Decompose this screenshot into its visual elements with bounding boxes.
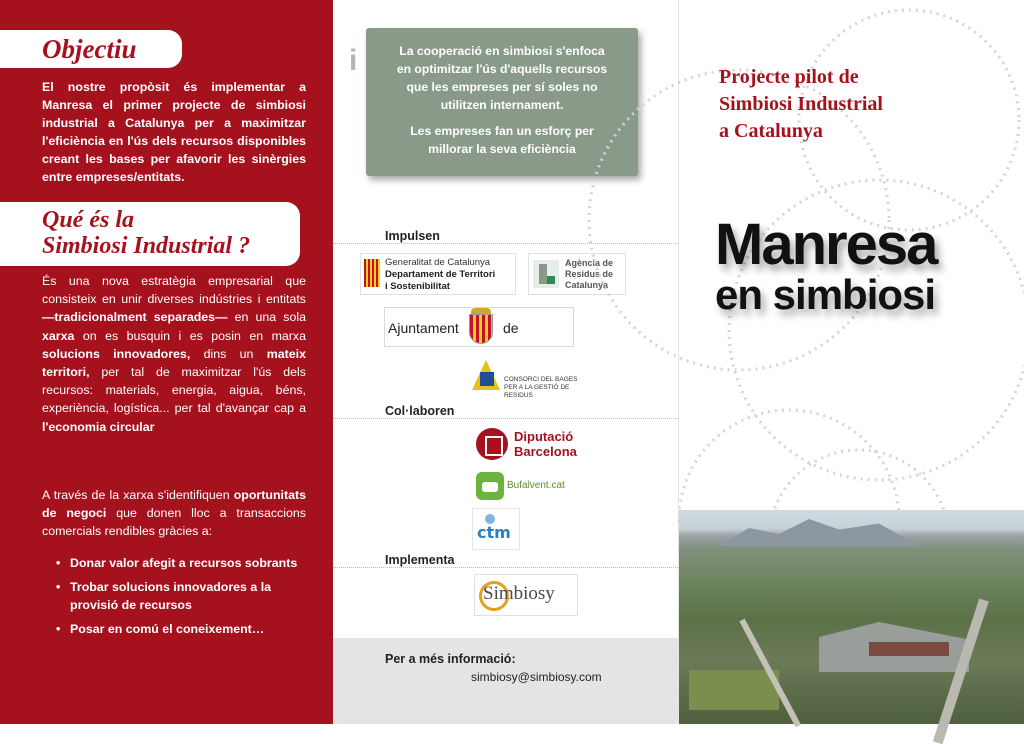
quote-box	[366, 28, 638, 176]
que-text-part2: en una sola	[227, 310, 306, 325]
ctm-logo	[472, 508, 520, 550]
project-line2: Simbiosi Industrial	[719, 93, 883, 115]
ajuntament-logo	[384, 307, 574, 347]
list-item: • Trobar solucions innovadores a la provisió de recursos	[56, 578, 316, 614]
agencia-line1: Agència de	[565, 258, 614, 268]
info-email-link[interactable]: simbiosy@simbiosy.com	[471, 670, 602, 684]
left-panel	[0, 0, 333, 724]
collaboren-label: Col·laboren	[385, 404, 455, 418]
xarxa-part2: que donen lloc a transaccions comercials rendibles gràcies a:	[42, 506, 306, 538]
ajuntament-right: de	[503, 320, 519, 336]
consorci-line1: CONSORCI DEL BAGES	[504, 376, 578, 383]
project-line1: Projecte pilot de	[719, 66, 859, 88]
divider	[333, 567, 678, 568]
que-text-part4: dins un	[190, 346, 267, 361]
divider	[333, 243, 678, 244]
quote-line1: La cooperació en simbiosi s'enfoca en optimitzar l'ús d'aquells recursos que les empreses per sí soles no utilitzen internament.	[396, 44, 608, 112]
implementa-label: Implementa	[385, 553, 455, 567]
generalitat-line2: Departament de Territori	[385, 269, 496, 280]
agencia-mark-icon	[533, 260, 559, 288]
impulsen-label: Impulsen	[385, 229, 440, 243]
generalitat-line3: i Sostenibilitat	[385, 281, 450, 292]
que-es-text	[42, 272, 306, 436]
shield-icon	[469, 314, 493, 344]
xarxa-bold: oportunitats de negoci	[42, 488, 306, 520]
project-line3: a Catalunya	[719, 120, 823, 142]
que-text-part5: per tal de maximitzar l'ús dels recursos: materials, energia, aigua, béns, experiència, logística... per tal d'avançar cap a	[42, 365, 306, 416]
que-es-heading-line2: Simbiosi Industrial ?	[42, 233, 251, 259]
diputacio-text	[514, 429, 577, 459]
field-shape	[689, 670, 779, 710]
consorci-square-icon	[480, 372, 494, 386]
bufalvent-logo	[474, 468, 566, 504]
ajuntament-left: Ajuntament	[388, 320, 459, 336]
info-label: Per a més informació:	[385, 652, 516, 666]
agencia-residus-logo	[528, 253, 626, 295]
ghost-text: i	[349, 44, 360, 77]
generalitat-mark-icon	[364, 259, 380, 287]
title-line2: en simbiosi	[715, 271, 936, 318]
que-text-bold3: solucions innovadores,	[42, 346, 191, 361]
diputacio-line1: Diputació	[514, 429, 574, 444]
que-text-part1: És una nova estratègia empresarial que consisteix en unir diverses indústries i entitats	[42, 274, 306, 307]
que-text-part3: on es busquin i es posin en marxa	[74, 328, 306, 343]
agencia-line3: Catalunya	[565, 280, 609, 290]
diputacio-line2: Barcelona	[514, 444, 577, 459]
generalitat-line1: Generalitat de Catalunya	[385, 257, 491, 268]
page-title	[715, 212, 1015, 318]
que-es-heading	[0, 202, 300, 266]
xarxa-part1: A través de la xarxa s'identifiquen	[42, 488, 234, 502]
quote-line2: Les empreses fan un esforç per millorar la seva eficiència	[410, 124, 594, 156]
que-text-bold4: mateix territori,	[42, 346, 306, 380]
generalitat-logo	[360, 253, 516, 295]
consorci-line2: PER A LA GESTIÓ DE RESIDUS	[504, 384, 570, 399]
que-text-bold1: —tradicionalment separades—	[42, 310, 228, 325]
aerial-photo	[679, 510, 1024, 724]
simbiosy-text: Simbiosy	[483, 583, 555, 604]
agencia-line2: Residus de	[565, 269, 614, 279]
project-subtitle	[719, 64, 979, 145]
xarxa-text	[42, 486, 306, 540]
diputacio-logo	[474, 426, 582, 462]
roof-shape	[869, 642, 949, 656]
objectiu-heading: Objectiu	[0, 30, 182, 68]
list-item: • Donar valor afegit a recursos sobrants	[56, 554, 316, 572]
que-es-heading-line1: Qué és la	[42, 207, 134, 233]
objectiu-text: El nostre propòsit és implementar a Manresa el primer projecte de simbiosi industrial a Catalunya per a maximitzar l'eficiència en l'ús dels recursos disponibles creant les bases per afavorir les sinèrgies entre empreses/entitats.	[42, 80, 306, 184]
diputacio-mark-icon	[476, 428, 508, 460]
que-text-bold5: l'economia circular	[42, 419, 155, 434]
que-text-bold2: xarxa	[42, 328, 75, 343]
simbiosy-logo	[474, 574, 578, 616]
title-line1: Manresa	[715, 212, 937, 277]
right-panel	[678, 0, 1023, 724]
consorci-logo	[470, 358, 578, 399]
bufalvent-text: Bufalvent.cat	[507, 480, 565, 491]
consorci-text	[504, 376, 578, 400]
agencia-text	[565, 258, 613, 291]
mountain-shape	[719, 516, 919, 546]
divider	[333, 418, 678, 419]
bufalvent-mark-icon	[476, 472, 504, 500]
ctm-text: ctm	[477, 523, 511, 542]
benefits-list	[56, 554, 316, 644]
info-box	[333, 638, 678, 724]
list-item: • Posar en comú el coneixement…	[56, 620, 316, 638]
